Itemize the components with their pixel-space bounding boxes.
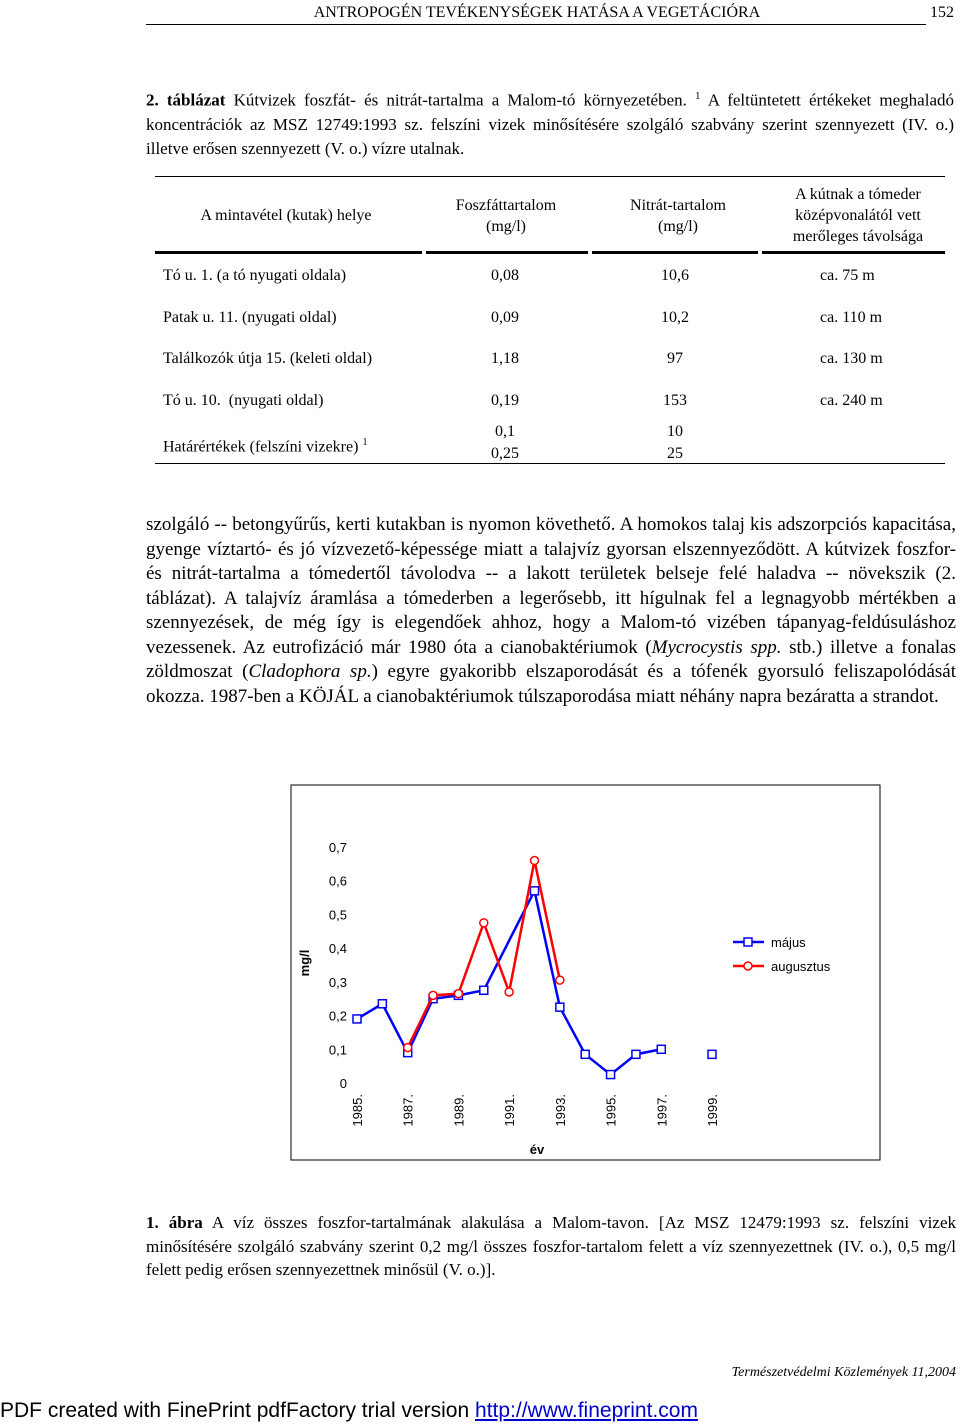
data-point-may [531, 887, 539, 895]
x-tick-label: 1995. [603, 1094, 619, 1127]
y-tick-label: 0,3 [328, 974, 347, 990]
table-caption-footnote: 1 [695, 90, 701, 102]
legend-label: május [771, 935, 806, 950]
data-point-may [556, 1003, 564, 1011]
x-tick-label: 1991. [502, 1094, 518, 1127]
table-cell-phosphate: 1,18 [491, 350, 519, 367]
table-caption-text-b: A feltüntetett értékeket meghaladó koncentrációk az MSZ 12749:1993 sz. felszíni vizek minősítésére szolgáló szabvány szerint szennyezett (IV. o.) illetve erősen szennyezett (V. o.) vízre utalnak. [146, 90, 954, 158]
table-cell-nitrate: 10,2 [661, 309, 689, 326]
data-point-august [454, 990, 462, 998]
species-name: Mycrocystis spp. [651, 636, 782, 658]
data-point-may [632, 1050, 640, 1058]
table-caption-text-a: Kútvizek foszfát- és nitrát-tartalma a Malom-tó környezetében. [225, 90, 696, 110]
table-cell-phosphate: 0,19 [491, 392, 519, 409]
x-tick-label: 1997. [654, 1094, 670, 1127]
page-number: 152 [930, 4, 954, 21]
data-point-august [505, 988, 513, 996]
data-point-may [353, 1015, 361, 1023]
table-cell-distance: ca. 75 m [820, 267, 875, 284]
y-tick-label: 0,4 [328, 941, 347, 957]
table-cell-location: Patak u. 11. (nyugati oldal) [163, 309, 337, 326]
x-tick-label: 1987. [400, 1094, 416, 1127]
figure-caption-text: A víz összes foszfor-tartalmának alakulása a Malom-tavon. [Az MSZ 12479:1993 sz. felszíni vizek minősítésére szolgáló szabvány szerint 0,2 mg/l összes foszfor-tartalom felett a víz szennyezettnek (IV. o.), 0,5 mg/l felett pedig erősen szennyezettnek minősül (V. o.)]. [146, 1213, 956, 1279]
table-cell-phosphate: 0,08 [491, 267, 519, 284]
y-tick-label: 0,7 [328, 840, 347, 855]
table-cell-location: Tó u. 10. (nyugati oldal) [163, 392, 324, 409]
data-point-may [378, 1000, 386, 1008]
figure-caption [146, 1211, 956, 1282]
y-tick-label: 0,2 [328, 1008, 347, 1024]
limit-nitrate-1: 10 [667, 423, 683, 440]
limits-footnote: 1 [362, 437, 368, 448]
table-cell-nitrate: 97 [667, 350, 683, 367]
legend-marker [744, 962, 752, 970]
header-nitrate: Nitrát-tartalom (mg/l) [630, 197, 726, 235]
table-cell-distance: ca. 240 m [820, 392, 883, 409]
journal-footer: Természetvédelmi Közlemények 11,2004 [731, 1365, 956, 1380]
data-point-august [480, 919, 488, 927]
body-text-b: stb.) illetve a fonalas zöldmoszat ( [146, 636, 957, 682]
y-tick-label: 0,6 [328, 873, 347, 889]
table-cell-nitrate: 10,6 [661, 267, 689, 284]
pdf-footer [0, 1399, 698, 1423]
header-location: A mintavétel (kutak) helye [200, 207, 372, 224]
data-point-may [657, 1045, 665, 1053]
limits-label: Határértékek (felszíni vizekre) [163, 438, 359, 456]
table-cell-location: Tó u. 1. (a tó nyugati oldala) [163, 267, 347, 284]
data-point-august [531, 856, 539, 864]
data-point-august [429, 991, 437, 999]
header-distance: A kútnak a tómeder középvonalától vett merőleges távolsága [792, 186, 924, 245]
table-cell-location: Találkozók útja 15. (keleti oldal) [163, 350, 373, 367]
table-cell-distance: ca. 130 m [820, 350, 883, 367]
body-text-a: szolgáló -- betongyűrűs, kerti kutakban is nyomon követhető. A homokos talaj kis adszorpciós kapacitása, gyenge víztartó- és jó vízvezető-képessége miatt a talajvíz gyorsan elszennyeződött. A kútvizek foszfor- és nitrát-tartalma a tómedertől távolodva -- a lakott területek belseje felé haladva -- növekszik (2. táblázat). A talajvíz áramlása a tómederben a legerősebb, itt hígulnak fel a legnagyobb mértékben a szennyezések, de még így is elegendőek ahhoz, hogy a Malom-tó vizében tápanyag-feldúsuláshoz vezessenek. Az eutrofizáció már 1980 óta a cianobaktériumok ( [146, 514, 956, 658]
data-point-may [581, 1050, 589, 1058]
y-axis-title: mg/l [297, 949, 312, 977]
limit-phosphate-2: 0,25 [491, 445, 519, 462]
table-cell-distance: ca. 110 m [820, 309, 883, 326]
legend-marker [744, 938, 752, 946]
data-point-may [708, 1050, 716, 1058]
table-cell-phosphate: 0,09 [491, 309, 519, 326]
fineprint-link[interactable]: http://www.fineprint.com [475, 1399, 698, 1422]
running-header: ANTROPOGÉN TEVÉKENYSÉGEK HATÁSA A VEGETÁCIÓRA [313, 4, 761, 21]
limit-nitrate-2: 25 [667, 445, 683, 462]
x-tick-label: 1985. [350, 1094, 365, 1127]
y-tick-label: 0 [339, 1076, 347, 1091]
data-point-may [607, 1071, 615, 1079]
header-phosphate: Foszfáttartalom (mg/l) [455, 197, 557, 235]
species-name: Cladophora sp. [248, 661, 372, 682]
series-line-may [357, 891, 661, 1075]
x-axis-title: év [529, 1142, 545, 1157]
y-tick-label: 0,5 [328, 907, 347, 923]
figure-caption-label: 1. ábra [146, 1213, 203, 1232]
y-tick-label: 0,1 [328, 1042, 347, 1058]
x-tick-label: 1993. [552, 1094, 568, 1127]
table-cell-nitrate: 153 [663, 392, 687, 409]
limit-phosphate-1: 0,1 [495, 423, 515, 440]
x-tick-label: 1999. [705, 1094, 720, 1127]
legend-label: augusztus [771, 959, 831, 974]
data-point-august [404, 1044, 412, 1052]
x-tick-label: 1989. [451, 1094, 467, 1127]
data-point-may [480, 986, 488, 994]
body-text-c: ) egyre gyakoribb elszaporodását és a tófenék gyorsuló feliszapolódását okozza. 1987-ben a KÖJÁL a cianobaktériumok túlszaporodása miatt néhány napra bezáratta a strandot. [146, 661, 956, 707]
pdf-notice: PDF created with FinePrint pdfFactory trial version [0, 1399, 476, 1422]
table-caption-label: 2. táblázat [146, 90, 226, 110]
data-point-august [556, 976, 564, 984]
